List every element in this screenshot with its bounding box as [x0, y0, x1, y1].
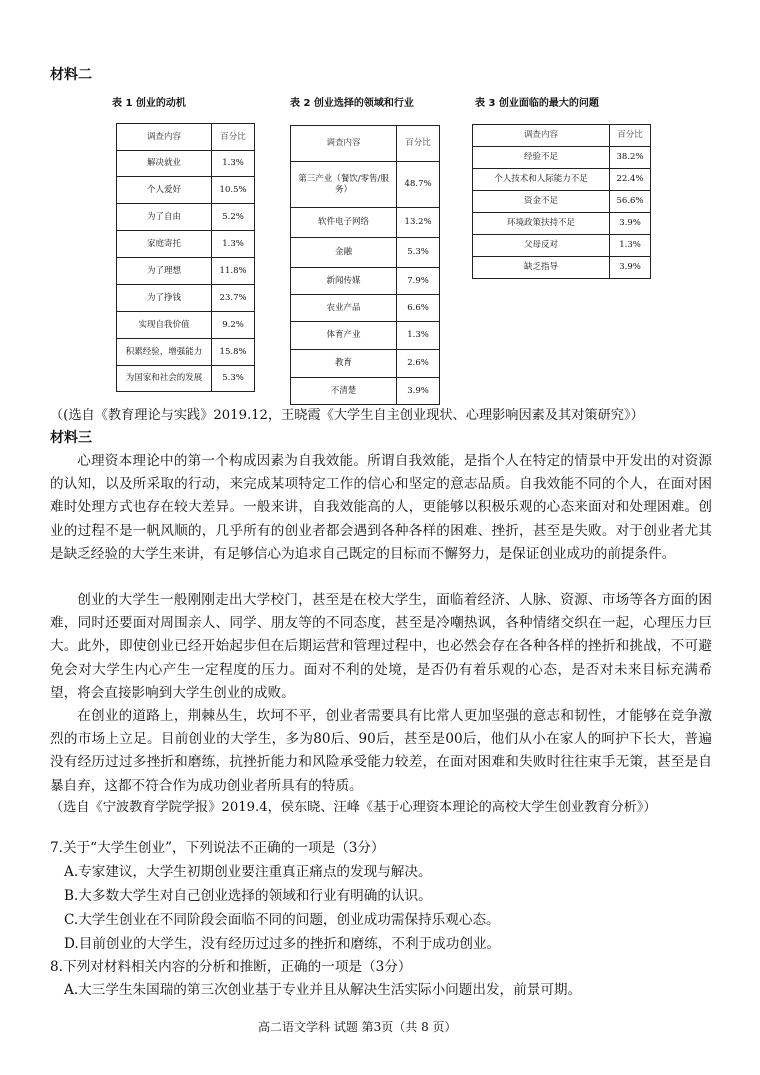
page-footer: 高二语文学科 试题 第3页（共 8 页）	[258, 1020, 457, 1034]
table-2-header-percent: 百分比	[397, 126, 440, 162]
table-cell: 家庭寄托	[117, 231, 212, 258]
table-cell: 1.3%	[212, 231, 255, 258]
table-cell: 9.2%	[212, 312, 255, 339]
question-8-stem: 8.下列对材料相关内容的分析和推断，正确的一项是（3分）	[50, 959, 412, 975]
question-7-option-a: A.专家建议，大学生初期创业要注重真正痛点的发现与解决。	[64, 864, 432, 880]
table-cell: 11.8%	[212, 258, 255, 285]
table-cell: 解决就业	[117, 151, 212, 177]
table-cell: 软件电子网络	[291, 208, 397, 238]
table-row	[473, 257, 651, 279]
table-row	[291, 350, 440, 378]
table-row	[117, 366, 255, 392]
table-cell: 48.7%	[397, 162, 440, 208]
table-2-header-item: 调查内容	[291, 126, 397, 162]
table-cell: 1.3%	[212, 151, 255, 177]
table-row	[473, 235, 651, 257]
table-row	[473, 169, 651, 191]
table-3-header-item: 调查内容	[473, 125, 610, 147]
table-cell: 2.6%	[397, 350, 440, 378]
table-cell: 第三产业（餐饮/零售/服务）	[291, 162, 397, 208]
table-cell: 56.6%	[610, 191, 651, 213]
table-cell: 缺乏指导	[473, 257, 610, 279]
table-row	[291, 295, 440, 322]
table-cell: 3.9%	[397, 378, 440, 405]
table-cell: 教育	[291, 350, 397, 378]
table-cell: 经验不足	[473, 147, 610, 169]
table-row	[117, 258, 255, 285]
material-2-heading: 材料二	[50, 67, 92, 83]
table-3-header-percent: 百分比	[610, 125, 651, 147]
table-cell: 不清楚	[291, 378, 397, 405]
material-3-paragraph-2: 创业的大学生一般刚刚走出大学校门，甚至是在校大学生，面临着经济、人脉、资源、市场等各方面的困难，同时还要面对周围亲人、同学、朋友等的不同态度，甚至是冷嘲热讽，各种情绪交织在一起，心理压力巨大。此外，即使创业已经开始起步但在后期运营和管理过程中，也必然会存在各种各样的挫折和挑战，不可避免会对大学生内心产生一定程度的压力。面对不利的处境，是否仍有着乐观的心态，是否对未来目标充满希望，将会直接影响到大学生创业的成败。	[50, 592, 712, 701]
table-cell: 5.3%	[397, 238, 440, 268]
table-cell: 积累经验，增强能力	[117, 339, 212, 366]
table-3-problems	[472, 124, 651, 279]
table-row	[117, 177, 255, 204]
table-cell: 7.9%	[397, 268, 440, 295]
table-row	[473, 191, 651, 213]
material-3-paragraph-1: 心理资本理论中的第一个构成因素为自我效能。所谓自我效能，是指个人在特定的情景中开发出的对资源的认知，以及所采取的行动，来完成某项特定工作的信心和坚定的意志品质。自我效能不同的个人，在面对困难时处理方式也存在较大差异。一般来讲，自我效能高的人，更能够以积极乐观的心态来面对和处理困难。创业的过程不是一帆风顺的，几乎所有的创业者都会遇到各种各样的困难、挫折，甚至是失败。对于创业者尤其是缺乏经验的大学生来讲，有足够信心为追求自己既定的目标而不懈努力，是保证创业成功的前提条件。	[50, 453, 712, 562]
table-row	[117, 312, 255, 339]
question-7-option-b: B.大多数大学生对自己创业选择的领域和行业有明确的认识。	[64, 888, 432, 904]
table-3-caption: 表 3 创业面临的最大的问题	[475, 98, 599, 109]
table-row	[117, 151, 255, 177]
table-row	[291, 378, 440, 405]
table-row	[291, 162, 440, 208]
table-cell: 6.6%	[397, 295, 440, 322]
table-cell: 13.2%	[397, 208, 440, 238]
question-7-option-c: C.大学生创业在不同阶段会面临不同的问题，创业成功需保持乐观心态。	[64, 912, 500, 928]
table-cell: 为国家和社会的发展	[117, 366, 212, 392]
material-2-source: （(选自《教育理论与实践》2019.12，王晓霞《大学生自主创业现状、心理影响因素及其对策研究》）	[50, 408, 644, 423]
table-cell: 资金不足	[473, 191, 610, 213]
table-cell: 22.4%	[610, 169, 651, 191]
material-3-paragraph-3: 在创业的道路上，荆棘丛生，坎坷不平，创业者需要具有比常人更加坚强的意志和韧性，才能够在竞争激烈的市场上立足。目前创业的大学生，多为80后、90后，甚至是00后，他们从小在家人的呵护下长大，普遍没有经历过过多挫折和磨练，抗挫折能力和风险承受能力较差，在面对困难和失败时往往束手无策，甚至是自暴自弃，这都不符合作为成功创业者所具有的特质。	[50, 708, 712, 794]
material-3-heading: 材料三	[50, 430, 92, 446]
table-row	[473, 213, 651, 235]
table-cell: 38.2%	[610, 147, 651, 169]
question-7-option-d: D.目前创业的大学生，没有经历过过多的挫折和磨练，不利于成功创业。	[64, 936, 501, 952]
table-cell: 为了理想	[117, 258, 212, 285]
question-7-stem: 7.关于“大学生创业”，下列说法不正确的一项是（3分）	[50, 840, 385, 856]
table-row	[117, 339, 255, 366]
table-cell: 个人爱好	[117, 177, 212, 204]
table-cell: 为了自由	[117, 204, 212, 231]
table-row	[291, 208, 440, 238]
table-cell: 1.3%	[397, 322, 440, 350]
table-cell: 为了挣钱	[117, 285, 212, 312]
table-row	[117, 231, 255, 258]
table-row	[117, 285, 255, 312]
table-cell: 父母反对	[473, 235, 610, 257]
table-cell: 实现自我价值	[117, 312, 212, 339]
table-cell: 农业产品	[291, 295, 397, 322]
table-1-header-item: 调查内容	[117, 124, 212, 151]
table-cell: 3.9%	[610, 213, 651, 235]
table-2-industry	[290, 125, 440, 405]
table-cell: 金融	[291, 238, 397, 268]
table-2-caption: 表 2 创业选择的领域和行业	[290, 98, 414, 109]
question-8-option-a: A.大三学生朱国瑞的第三次创业基于专业并且从解决生活实际小问题出发，前景可期。	[64, 982, 582, 998]
table-cell: 23.7%	[212, 285, 255, 312]
table-cell: 1.3%	[610, 235, 651, 257]
table-row	[473, 147, 651, 169]
table-row	[117, 204, 255, 231]
table-cell: 新闻传媒	[291, 268, 397, 295]
table-1-caption: 表 1 创业的动机	[112, 98, 186, 109]
material-3-source: （选自《宁波教育学院学报》2019.4，侯东晓、汪峰《基于心理资本理论的高校大学生创业教育分析》）	[50, 800, 657, 815]
table-1-motivation	[116, 123, 255, 392]
table-cell: 体育产业	[291, 322, 397, 350]
table-cell: 10.5%	[212, 177, 255, 204]
table-cell: 个人技术和人际能力不足	[473, 169, 610, 191]
table-1-header-percent: 百分比	[212, 124, 255, 151]
table-cell: 15.8%	[212, 339, 255, 366]
table-cell: 5.3%	[212, 366, 255, 392]
table-cell: 5.2%	[212, 204, 255, 231]
table-cell: 环境政策扶持不足	[473, 213, 610, 235]
table-row	[291, 322, 440, 350]
table-cell: 3.9%	[610, 257, 651, 279]
table-row	[291, 238, 440, 268]
table-row	[291, 268, 440, 295]
